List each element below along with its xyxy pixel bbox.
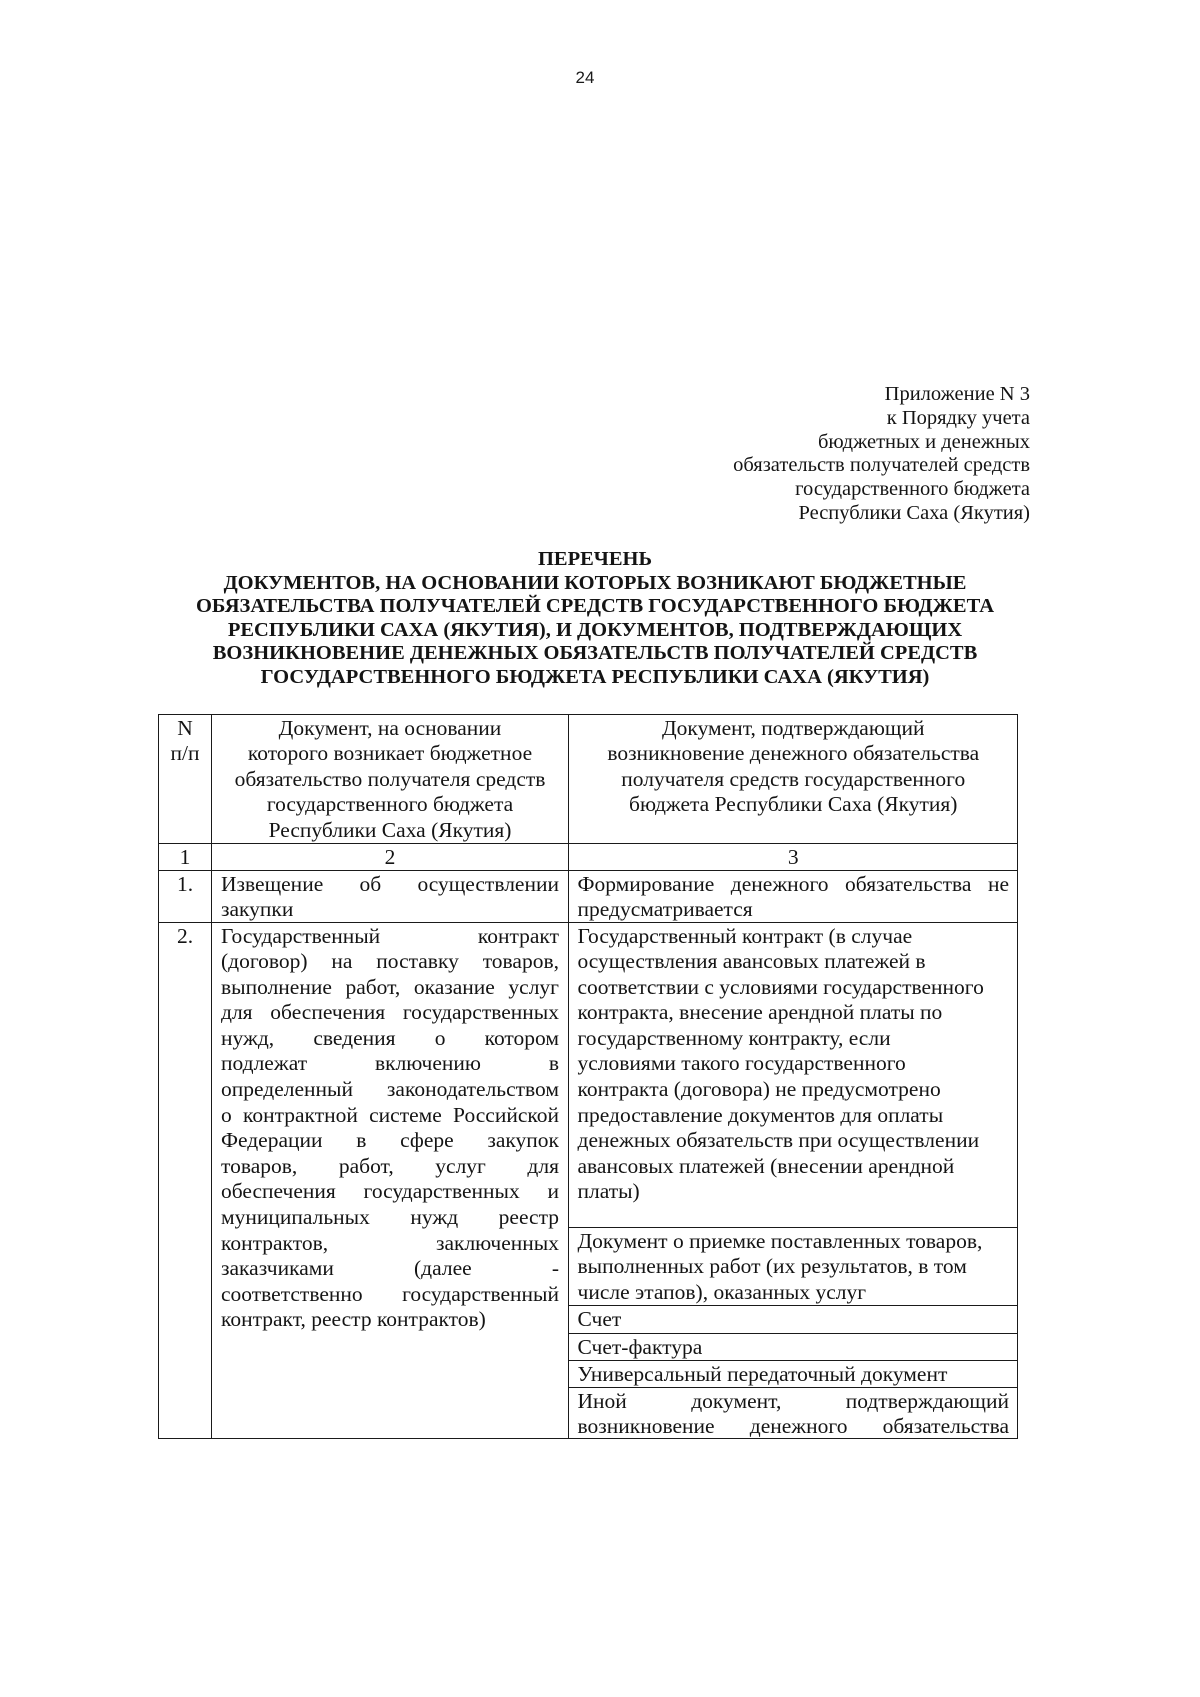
cell-line: контракта, внесение арендной платы по <box>577 1000 943 1025</box>
cell-line: предоставление документов для оплаты <box>577 1102 944 1127</box>
cell-line: осуществления авансовых платежей в <box>577 949 926 974</box>
title-line: ОБЯЗАТЕЛЬСТВА ПОЛУЧАТЕЛЕЙ СРЕДСТВ ГОСУДАРСТВЕННОГО БЮДЖЕТА <box>195 595 995 618</box>
cell-line: 2. <box>176 923 194 948</box>
confirming-document-cell <box>568 1305 1017 1333</box>
column-number-cell <box>158 843 211 870</box>
column-number-cell <box>568 843 1017 870</box>
document-title <box>95 548 1095 690</box>
cell-line: муниципальных нужд реестр <box>221 1205 559 1230</box>
cell-line: контрактов, заключенных <box>221 1230 559 1255</box>
cell-line: определенный законодательством <box>221 1077 559 1102</box>
row-number-cell <box>158 922 211 1438</box>
cell-line: Государственный контракт <box>221 923 559 948</box>
appendix-line: Приложение N 3 <box>884 383 1030 405</box>
confirming-document-cell <box>568 922 1017 1227</box>
confirming-document-cell <box>568 1227 1017 1305</box>
column-number-cell <box>211 843 568 870</box>
header-cell-basis-document <box>211 714 568 843</box>
cell-line: возникновение денежного обязательства <box>607 741 980 766</box>
cell-line: нужд, сведения о котором <box>221 1025 559 1050</box>
appendix-line: Республики Саха (Якутия) <box>798 501 1030 524</box>
appendix-line: к Порядку учета <box>886 406 1030 429</box>
cell-line: Республики Саха (Якутия) <box>268 817 512 842</box>
cell-line: 3 <box>787 844 799 869</box>
appendix-reference <box>510 383 1030 526</box>
cell-line: предусматривается <box>577 897 753 922</box>
cell-line: которого возникает бюджетное <box>247 741 533 766</box>
cell-line: получателя средств государственного <box>621 766 966 791</box>
cell-line: условиями такого государственного <box>577 1051 906 1076</box>
title-line: ПЕРЕЧЕНЬ <box>537 548 653 570</box>
cell-line: 1 <box>179 844 191 869</box>
confirming-document-cell <box>568 870 1017 922</box>
cell-line: соответствии с условиями государственного <box>577 974 984 999</box>
cell-line: Документ, подтверждающий <box>662 715 925 740</box>
cell-line: Документ, на основании <box>278 715 502 740</box>
cell-line: платы) <box>577 1179 640 1204</box>
appendix-line: обязательств получателей средств <box>733 454 1030 477</box>
appendix-line: государственного бюджета <box>795 478 1030 501</box>
basis-document-cell <box>211 922 568 1438</box>
confirming-document-cell <box>568 1360 1017 1387</box>
cell-line: закупки <box>221 897 294 922</box>
row-number-cell <box>158 870 211 922</box>
title-line: РЕСПУБЛИКИ САХА (ЯКУТИЯ), И ДОКУМЕНТОВ, ПОДТВЕРЖДАЮЩИХ <box>227 618 963 641</box>
header-cell-confirming-document <box>568 714 1017 843</box>
cell-line: подлежат включению в <box>221 1051 559 1076</box>
cell-line: Иной документ, подтверждающий <box>577 1388 1009 1413</box>
cell-line: о контрактной системе Российской <box>221 1102 559 1127</box>
title-line: ГОСУДАРСТВЕННОГО БЮДЖЕТА РЕСПУБЛИКИ САХА (ЯКУТИЯ) <box>260 665 930 688</box>
basis-document-cell <box>211 870 568 922</box>
cell-line: государственного бюджета <box>266 792 514 817</box>
cell-line: выполненных работ (их результатов, в том <box>577 1254 967 1279</box>
cell-line: Федерации в сфере закупок <box>221 1128 559 1153</box>
cell-line: Извещение об осуществлении <box>221 871 559 896</box>
cell-line: Универсальный передаточный документ <box>577 1361 948 1386</box>
confirming-document-cell <box>568 1333 1017 1360</box>
cell-line: обеспечения государственных и <box>221 1179 559 1204</box>
cell-line: числе этапов), оказанных услуг <box>577 1279 867 1304</box>
header-cell-number <box>158 714 211 843</box>
cell-line: Государственный контракт (в случае <box>577 923 913 948</box>
cell-line: Документ о приемке поставленных товаров, <box>577 1228 983 1253</box>
cell-line: возникновение денежного обязательства <box>577 1414 1009 1439</box>
cell-line: соответственно государственный <box>221 1281 559 1306</box>
cell-line: N <box>177 715 193 740</box>
page-number: 24 <box>575 68 595 87</box>
cell-line: Счет <box>577 1306 622 1331</box>
cell-line: (договор) на поставку товаров, <box>221 949 559 974</box>
cell-line: выполнение работ, оказание услуг <box>221 974 559 999</box>
cell-line: Счет-фактура <box>577 1334 703 1359</box>
cell-line: государственному контракту, если <box>577 1025 891 1050</box>
cell-line: денежных обязательств при осуществлении <box>577 1128 980 1153</box>
cell-line: бюджета Республики Саха (Якутия) <box>629 792 958 817</box>
title-line: ДОКУМЕНТОВ, НА ОСНОВАНИИ КОТОРЫХ ВОЗНИКАЮТ БЮДЖЕТНЫЕ <box>223 571 967 594</box>
cell-line: авансовых платежей (внесении арендной <box>577 1153 955 1178</box>
cell-line: заказчиками (далее - <box>221 1256 559 1281</box>
documents-table <box>158 714 1018 1439</box>
cell-line: 1. <box>176 871 194 896</box>
cell-line: контракт, реестр контрактов) <box>221 1307 486 1332</box>
appendix-line: бюджетных и денежных <box>817 430 1030 453</box>
cell-line: товаров, работ, услуг для <box>221 1153 559 1178</box>
cell-line: 2 <box>384 844 396 869</box>
cell-line: для обеспечения государственных <box>221 1000 559 1025</box>
cell-line: Формирование денежного обязательства не <box>577 871 1009 896</box>
cell-line: контракта (договора) не предусмотрено <box>577 1077 941 1102</box>
cell-line: обязательство получателя средств <box>234 766 546 791</box>
cell-line: п/п <box>170 741 200 766</box>
confirming-document-cell <box>568 1387 1017 1438</box>
title-line: ВОЗНИКНОВЕНИЕ ДЕНЕЖНЫХ ОБЯЗАТЕЛЬСТВ ПОЛУЧАТЕЛЕЙ СРЕДСТВ <box>212 642 978 665</box>
